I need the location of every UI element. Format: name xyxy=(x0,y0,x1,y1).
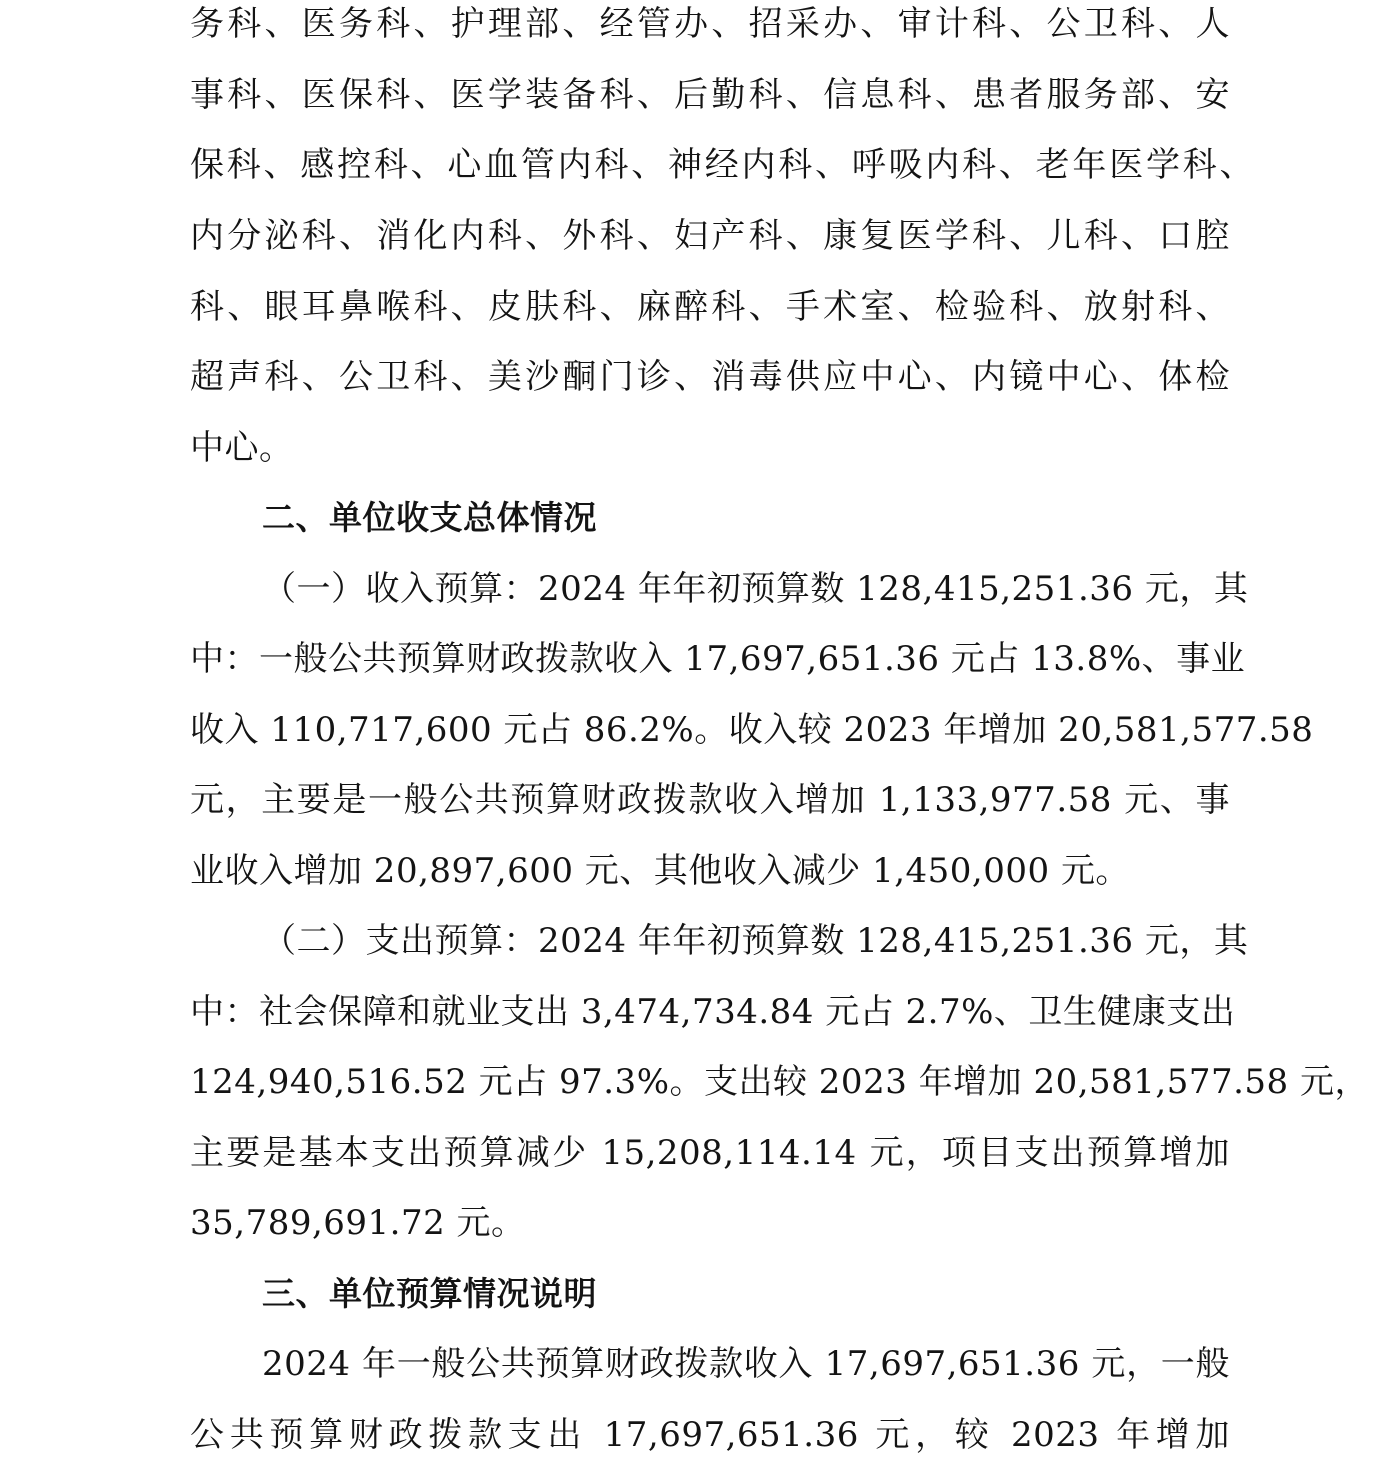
section-heading-2: 二、单位收支总体情况 xyxy=(262,498,597,537)
body-text-line: 务科、医务科、护理部、经管办、招采办、审计科、公卫科、人 xyxy=(190,4,1230,44)
expense-budget-paragraph-line: 中：社会保障和就业支出 3,474,734.84 元占 2.7%、卫生健康支出 xyxy=(190,992,1236,1032)
budget-explanation-paragraph-line: 2024 年一般公共预算财政拨款收入 17,697,651.36 元，一般 xyxy=(262,1344,1230,1384)
budget-explanation-paragraph-line: 公共预算财政拨款支出 17,697,651.36 元，较 2023 年增加 xyxy=(190,1415,1230,1455)
income-budget-paragraph-line: 收入 110,717,600 元占 86.2%。收入较 2023 年增加 20,581,577.58 xyxy=(190,710,1314,750)
body-text-line: 超声科、公卫科、美沙酮门诊、消毒供应中心、内镜中心、体检 xyxy=(190,357,1230,397)
section-heading-3: 三、单位预算情况说明 xyxy=(262,1274,597,1313)
expense-budget-paragraph-line: 124,940,516.52 元占 97.3%。支出较 2023 年增加 20,581,577.58 元， xyxy=(190,1062,1369,1102)
expense-budget-paragraph-line: （二）支出预算：2024 年年初预算数 128,415,251.36 元，其 xyxy=(262,921,1249,961)
body-text-line: 内分泌科、消化内科、外科、妇产科、康复医学科、儿科、口腔 xyxy=(190,216,1230,256)
income-budget-paragraph-line: 元，主要是一般公共预算财政拨款收入增加 1,133,977.58 元、事 xyxy=(190,780,1230,820)
income-budget-paragraph-line: 中：一般公共预算财政拨款收入 17,697,651.36 元占 13.8%、事业 xyxy=(190,639,1246,679)
body-text-line: 保科、感控科、心血管内科、神经内科、呼吸内科、老年医学科、 xyxy=(190,145,1254,185)
body-text-line: 中心。 xyxy=(190,428,294,468)
income-budget-paragraph-line: 业收入增加 20,897,600 元、其他收入减少 1,450,000 元。 xyxy=(190,851,1130,891)
income-budget-paragraph-line: （一）收入预算：2024 年年初预算数 128,415,251.36 元，其 xyxy=(262,569,1249,609)
expense-budget-paragraph-line: 主要是基本支出预算减少 15,208,114.14 元，项目支出预算增加 xyxy=(190,1133,1230,1173)
expense-budget-paragraph-line: 35,789,691.72 元。 xyxy=(190,1203,526,1243)
body-text-line: 事科、医保科、医学装备科、后勤科、信息科、患者服务部、安 xyxy=(190,75,1230,115)
body-text-line: 科、眼耳鼻喉科、皮肤科、麻醉科、手术室、检验科、放射科、 xyxy=(190,287,1230,327)
